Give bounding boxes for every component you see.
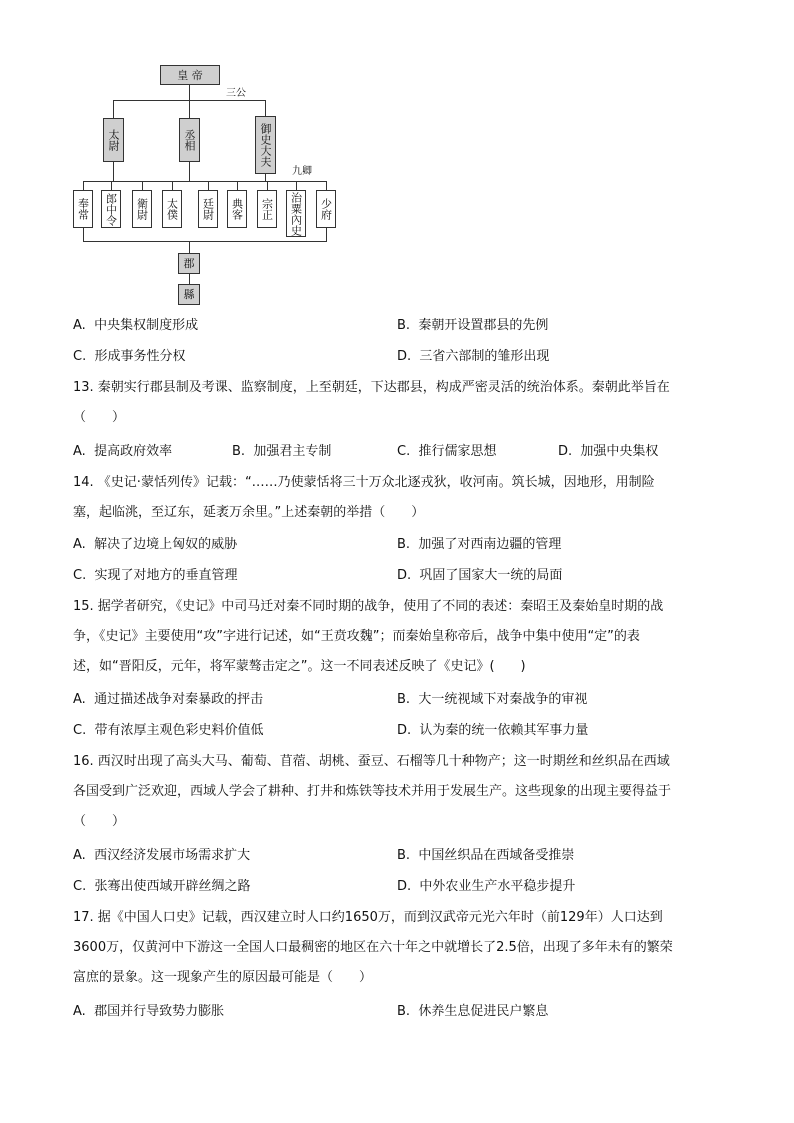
xian-box <box>178 284 200 305</box>
q13-option-d[interactable] <box>558 443 658 461</box>
q14-option-c[interactable] <box>73 567 238 585</box>
jun-box <box>178 253 200 274</box>
option-letter: A. <box>73 848 86 863</box>
option-text: 推行儒家思想 <box>418 444 497 459</box>
xian-label: 縣 <box>183 288 195 301</box>
jiuqing-label-3: 太僕 <box>165 198 179 220</box>
connector <box>265 174 266 181</box>
option-text: 西汉经济发展市场需求扩大 <box>94 848 251 863</box>
q14-stem <box>73 474 728 522</box>
option-text: 通过描述战争对秦暴政的抨击 <box>94 692 264 707</box>
connector <box>111 181 112 190</box>
q16-stem <box>73 753 728 831</box>
connector <box>208 181 209 190</box>
option-text: 加强了对西南边疆的管理 <box>418 537 562 552</box>
option-text: 秦朝开设置郡县的先例 <box>418 318 549 333</box>
sangong-label-2: 御史大夫 <box>259 123 272 167</box>
option-text: 张骞出使西域开辟丝绸之路 <box>94 879 251 894</box>
connector <box>296 181 297 190</box>
connector <box>189 162 190 181</box>
option-text: 形成事务性分权 <box>94 349 186 364</box>
connector <box>326 181 327 190</box>
sangong-chengxiang <box>179 118 200 162</box>
q13-stem-line2: （ ） <box>73 410 126 425</box>
option-letter: C. <box>73 879 87 894</box>
option-text: 加强君主专制 <box>253 444 332 459</box>
option-letter: D. <box>397 568 412 583</box>
option-letter: B. <box>397 692 411 707</box>
q17-option-a[interactable] <box>73 1003 224 1021</box>
q17-option-b[interactable] <box>397 1003 548 1021</box>
jiuqing-label-7: 治粟內史 <box>289 191 303 236</box>
jiuqing-box <box>101 190 121 228</box>
sangong-taiwei <box>103 118 124 162</box>
emperor-box <box>160 65 220 85</box>
jun-label: 郡 <box>183 257 195 270</box>
option-letter: B. <box>397 537 411 552</box>
sangong-label-1: 丞相 <box>183 129 196 151</box>
connector <box>172 181 173 190</box>
connector <box>83 181 327 182</box>
q16-option-d[interactable] <box>397 878 575 896</box>
q16-stem-line2: 各国受到广泛欢迎，西域人学会了耕种、打井和炼铁等技术并用于发展生产。这些现象的出现主要得益于 <box>73 784 672 799</box>
jiuqing-box <box>73 190 93 228</box>
connector <box>83 228 84 242</box>
option-letter: A. <box>73 444 86 459</box>
q13-option-b[interactable] <box>232 443 331 461</box>
q12-option-b[interactable] <box>397 317 548 335</box>
connector <box>189 100 190 118</box>
q15-option-a[interactable] <box>73 691 263 709</box>
jiuqing-box <box>257 190 277 228</box>
option-text: 提高政府效率 <box>94 444 173 459</box>
q12-option-a[interactable] <box>73 317 198 335</box>
option-text: 中国丝织品在西域备受推崇 <box>418 848 575 863</box>
q17-stem-line2: 3600万，仅黄河中下游这一全国人口最稠密的地区在六十年之中就增长了2.5倍，出现了多年未有的繁荣 <box>73 940 673 955</box>
jiuqing-label-5: 典客 <box>230 198 244 220</box>
option-text: 解决了边境上匈奴的威胁 <box>94 537 238 552</box>
option-text: 三省六部制的雏形出现 <box>419 349 550 364</box>
option-text: 郡国并行导致势力膨胀 <box>94 1004 225 1019</box>
option-letter: A. <box>73 537 86 552</box>
jiuqing-box <box>286 190 306 237</box>
q16-option-b[interactable] <box>397 847 574 865</box>
administration-diagram <box>60 60 360 310</box>
sangong-label: 三公 <box>226 88 246 99</box>
q15-stem <box>73 598 728 676</box>
q15-option-c[interactable] <box>73 722 264 740</box>
option-letter: C. <box>397 444 411 459</box>
connector <box>237 181 238 190</box>
connector <box>189 274 190 284</box>
q12-option-c[interactable] <box>73 348 186 366</box>
connector <box>189 241 190 253</box>
q16-stem-line3: （ ） <box>73 814 126 829</box>
option-text: 休养生息促进民户繁息 <box>418 1004 549 1019</box>
q14-option-b[interactable] <box>397 536 561 554</box>
option-letter: C. <box>73 349 87 364</box>
q15-stem-line1: 15. 据学者研究，《史记》中司马迁对秦不同时期的战争，使用了不同的表述：秦昭王及秦始皇时期的战 <box>73 599 664 614</box>
connector <box>113 162 114 181</box>
jiuqing-label-4: 廷尉 <box>201 198 215 220</box>
connector <box>83 181 84 190</box>
q13-option-c[interactable] <box>397 443 497 461</box>
q16-option-a[interactable] <box>73 847 250 865</box>
jiuqing-box <box>198 190 218 228</box>
option-letter: A. <box>73 1004 86 1019</box>
q13-stem <box>73 379 728 427</box>
option-text: 带有浓厚主观色彩史料价值低 <box>94 723 264 738</box>
option-text: 巩固了国家大一统的局面 <box>419 568 563 583</box>
option-letter: A. <box>73 318 86 333</box>
jiuqing-label-6: 宗正 <box>260 198 274 220</box>
connector <box>267 181 268 190</box>
q14-option-d[interactable] <box>397 567 562 585</box>
connector <box>113 100 114 118</box>
option-text: 认为秦的统一依赖其军事力量 <box>419 723 589 738</box>
q15-stem-line3: 述，如“晋阳反，元年，将军蒙骜击定之”。这一不同表述反映了《史记》( ) <box>73 659 526 674</box>
q15-option-b[interactable] <box>397 691 587 709</box>
option-letter: C. <box>73 568 87 583</box>
option-letter: B. <box>397 318 411 333</box>
connector <box>83 241 327 242</box>
option-letter: C. <box>73 723 87 738</box>
option-text: 实现了对地方的垂直管理 <box>94 568 238 583</box>
connector <box>326 228 327 242</box>
jiuqing-box <box>316 190 336 228</box>
jiuqing-label-0: 奉常 <box>76 198 90 220</box>
q17-stem <box>73 909 728 987</box>
option-letter: D. <box>397 723 412 738</box>
connector <box>189 85 190 100</box>
jiuqing-label-8: 少府 <box>319 198 333 220</box>
sangong-yushidafu <box>255 116 276 174</box>
q14-stem-line2: 塞，起临洮，至辽东，延袤万余里。”上述秦朝的举措（ ） <box>73 505 425 520</box>
option-text: 加强中央集权 <box>580 444 659 459</box>
option-letter: A. <box>73 692 86 707</box>
jiuqing-label-2: 衛尉 <box>135 198 149 220</box>
jiuqing-label-1: 郎中令 <box>104 192 118 226</box>
option-letter: D. <box>397 879 412 894</box>
q16-option-c[interactable] <box>73 878 251 896</box>
jiuqing-box <box>162 190 182 228</box>
q15-stem-line2: 争，《史记》主要使用“攻”字进行记述，如“王贲攻魏”；而秦始皇称帝后，战争中集中使用“定”的表 <box>73 629 640 644</box>
q13-option-a[interactable] <box>73 443 172 461</box>
q13-stem-line1: 13. 秦朝实行郡县制及考课、监察制度，上至朝廷，下达郡县，构成严密灵活的统治体系。秦朝此举旨在 <box>73 380 670 395</box>
q17-stem-line3: 富庶的景象。这一现象产生的原因最可能是（ ） <box>73 970 373 985</box>
option-text: 中央集权制度形成 <box>94 318 199 333</box>
option-letter: B. <box>397 848 411 863</box>
jiuqing-label: 九卿 <box>292 166 312 177</box>
q15-option-d[interactable] <box>397 722 588 740</box>
jiuqing-box <box>227 190 247 228</box>
option-text: 中外农业生产水平稳步提升 <box>419 879 576 894</box>
option-letter: D. <box>558 444 573 459</box>
q14-option-a[interactable] <box>73 536 237 554</box>
emperor-label: 皇 帝 <box>177 68 203 82</box>
q16-stem-line1: 16. 西汉时出现了高头大马、葡萄、苜蓿、胡桃、蚕豆、石榴等几十种物产；这一时期丝和丝织品在西域 <box>73 754 670 769</box>
q17-stem-line1: 17. 据《中国人口史》记载，西汉建立时人口约1650万，而到汉武帝元光六年时（前129年）人口达到 <box>73 910 663 925</box>
q12-option-d[interactable] <box>397 348 549 366</box>
q14-stem-line1: 14. 《史记·蒙恬列传》记载：“……乃使蒙恬将三十万众北逐戎狄，收河南。筑长城，因地形，用制险 <box>73 475 655 490</box>
sangong-label-0: 太尉 <box>107 129 120 151</box>
connector <box>142 181 143 190</box>
option-letter: B. <box>397 1004 411 1019</box>
option-letter: B. <box>232 444 246 459</box>
option-letter: D. <box>397 349 412 364</box>
option-text: 大一统视域下对秦战争的审视 <box>418 692 588 707</box>
jiuqing-box <box>132 190 152 228</box>
